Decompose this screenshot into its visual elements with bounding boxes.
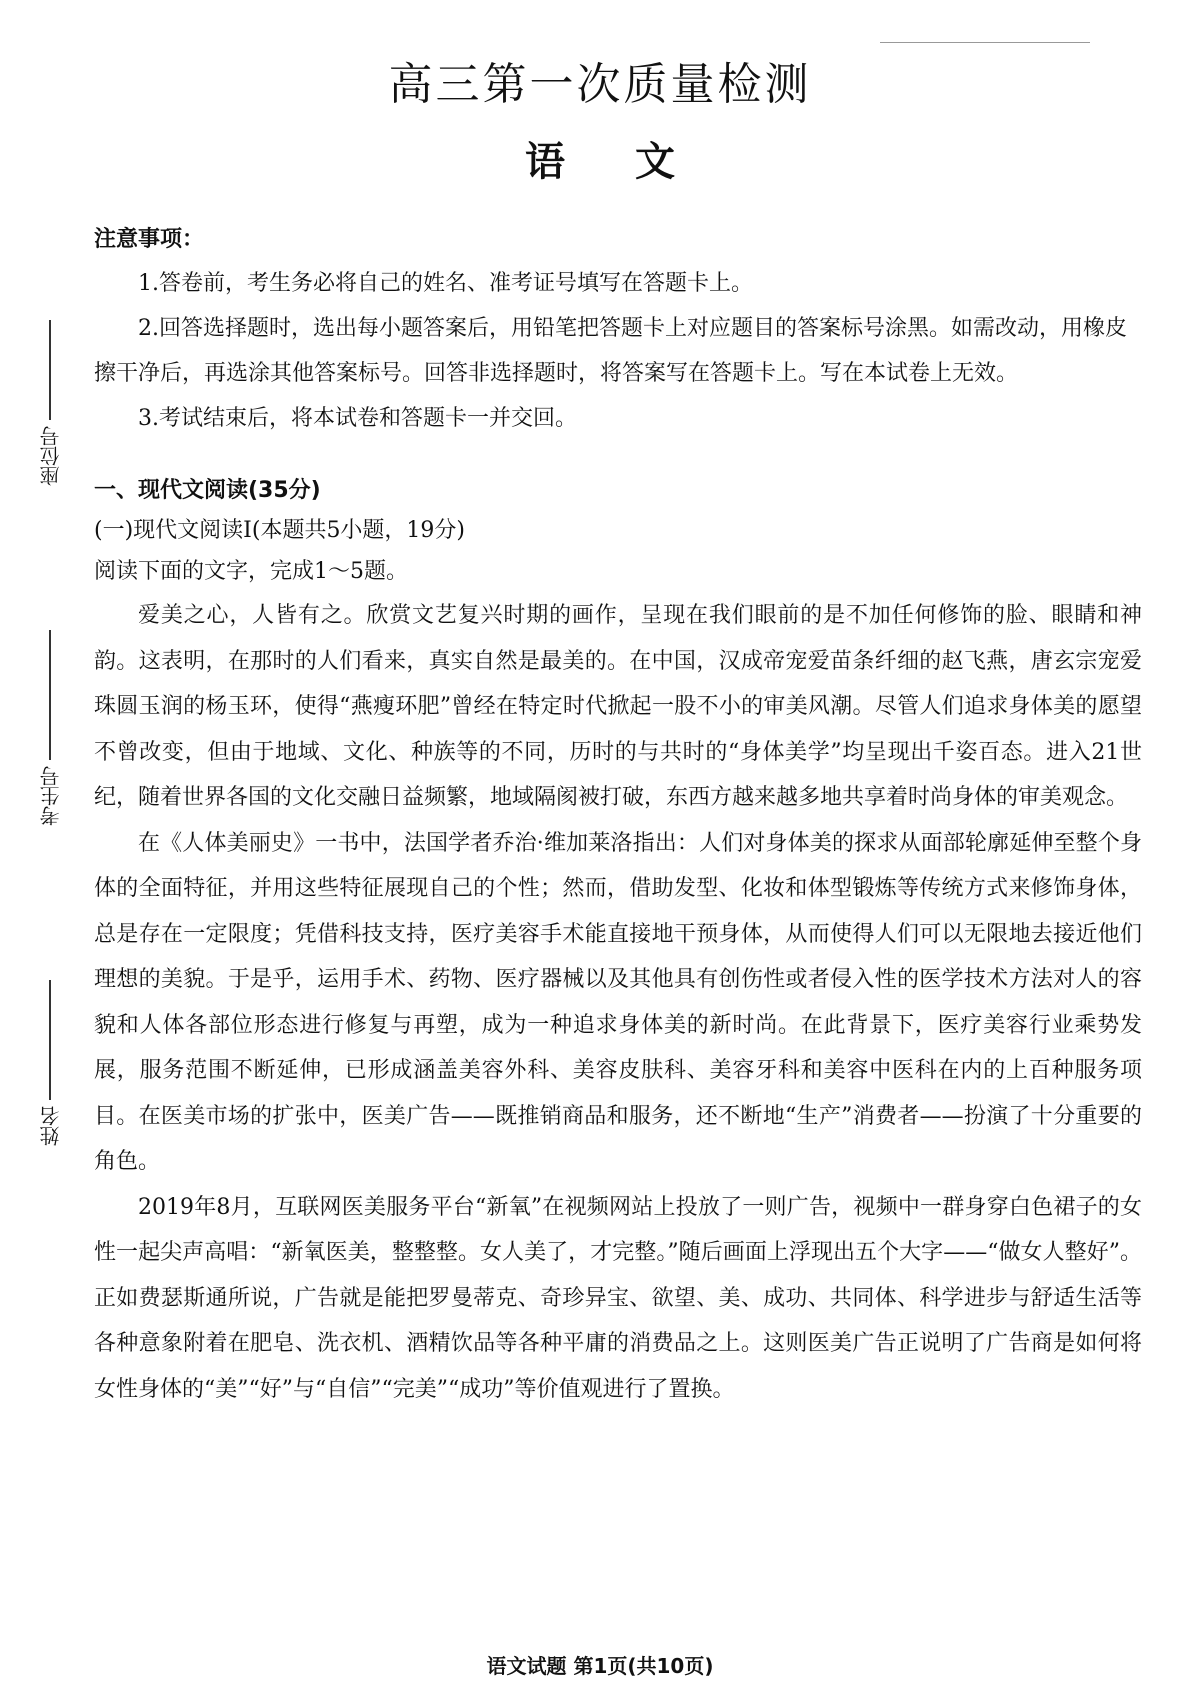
page-footer: 语文试题 第1页(共10页) [486, 1654, 714, 1678]
reading-instruction: 阅读下面的文字，完成1～5题。 [94, 559, 408, 584]
section-heading: 一、现代文阅读(35分) [94, 478, 321, 503]
sub-section-heading: (一)现代文阅读Ⅰ(本题共5小题，19分) [94, 518, 466, 543]
notice-block [94, 222, 1142, 441]
seat-number-label: 座位号 [38, 426, 63, 486]
notice-title: 注意事项： [94, 227, 205, 252]
name-line [49, 980, 51, 1100]
passage-paragraph: 爱美之心，人皆有之。欣赏文艺复兴时期的画作，呈现在我们眼前的是不加任何修饰的脸、眼睛和神韵。这表明，在那时的人们看来，真实自然是最美的。在中国，汉成帝宠爱苗条纤细的赵飞燕，唐玄宗宠爱珠圆玉润的杨玉环，使得“燕瘦环肥”曾经在特定时代掀起一股不小的审美风潮。尽管人们追求身体美的愿望不曾改变，但由于地域、文化、种族等的不同，历时的与共时的“身体美学”均呈现出千姿百态。进入21世纪，随着世界各国的文化交融日益频繁，地域隔阂被打破，东西方越来越多地共享着时尚身体的审美观念。 [94, 603, 1142, 810]
notice-item: 1.答卷前，考生务必将自己的姓名、准考证号填写在答题卡上。 [138, 271, 753, 296]
notice-item: 3.考试结束后，将本试卷和答题卡一并交回。 [138, 406, 577, 431]
reading-passage [94, 593, 1142, 1412]
seat-number-field [30, 320, 70, 486]
seat-number-line [49, 320, 51, 420]
passage-paragraph: 2019年8月，互联网医美服务平台“新氧”在视频网站上投放了一则广告，视频中一群身穿白色裙子的女性一起尖声高唱：“新氧医美，整整整。女人美了，才完整。”随后画面上浮现出五个大字——“做女人整好”。正如费瑟斯通所说，广告就是能把罗曼蒂克、奇珍异宝、欲望、美、成功、共同体、科学进步与舒适生活等各种意象附着在肥皂、洗衣机、酒精饮品等各种平庸的消费品之上。这则医美广告正说明了广告商是如何将女性身体的“美”“好”与“自信”“完美”“成功”等价值观进行了置换。 [94, 1194, 1142, 1402]
name-field [30, 980, 70, 1146]
candidate-number-label: 考生号 [38, 766, 63, 826]
passage-paragraph: 在《人体美丽史》一书中，法国学者乔治·维加莱洛指出：人们对身体美的探求从面部轮廓延伸至整个身体的全面特征，并用这些特征展现自己的个性；然而，借助发型、化妆和体型锻炼等传统方式来修饰身体，总是存在一定限度；凭借科技支持，医疗美容手术能直接地干预身体，从而使得人们可以无限地去接近他们理想的美貌。于是乎，运用手术、药物、医疗器械以及其他具有创伤性或者侵入性的医学技术方法对人的容貌和人体各部位形态进行修复与再塑，成为一种追求身体美的新时尚。在此背景下，医疗美容行业乘势发展，服务范围不断延伸，已形成涵盖美容外科、美容皮肤科、美容牙科和美容中医科在内的上百种服务项目。在医美市场的扩张中，医美广告——既推销商品和服务，还不断地“生产”消费者——扮演了十分重要的角色。 [94, 830, 1142, 1174]
exam-title: 高三第一次质量检测 [388, 59, 812, 110]
corner-line [880, 42, 1090, 43]
subject-title: 语文 [525, 138, 745, 185]
name-label: 姓名 [38, 1106, 63, 1146]
candidate-number-field [30, 630, 70, 826]
notice-item: 2.回答选择题时，选出每小题答案后，用铅笔把答题卡上对应题目的答案标号涂黑。如需改动，用橡皮擦干净后，再选涂其他答案标号。回答非选择题时，将答案写在答题卡上。写在本试卷上无效。 [94, 316, 1127, 386]
candidate-number-line [49, 630, 51, 760]
binding-margin-fields [30, 300, 80, 1300]
exam-content [94, 222, 1142, 1412]
